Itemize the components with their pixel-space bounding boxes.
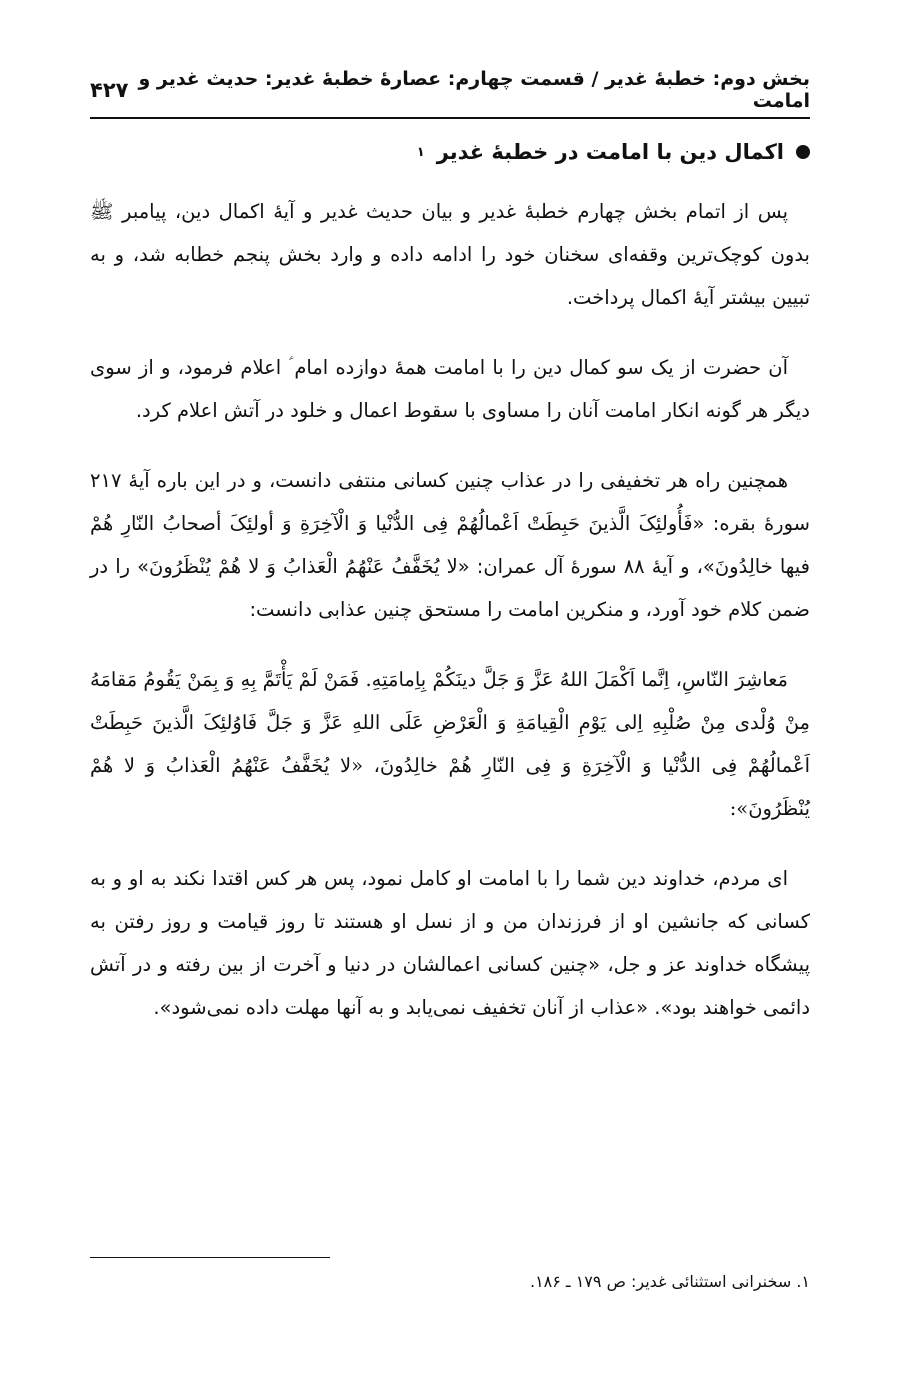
footnote-marker: ۱ <box>416 144 425 160</box>
section-heading <box>90 140 810 164</box>
page-header <box>90 68 810 112</box>
paragraph-3: همچنین راه هر تخفیفی را در عذاب چنین کسانی منتفی دانست، و در این باره آیۀ ۲۱۷ سورۀ بقره: «فَأُولئِکَ الَّذینَ حَبِطَتْ اَعْمالُهُمْ فِی الدُّنْیا وَ الْآخِرَةِ وَ أولئِکَ أصحابُ النّارِ هُمْ فیها خالِدُونَ»، و آیۀ ۸۸ سورۀ آل عمران: «لا یُخَفَّفُ عَنْهُمُ الْعَذابُ وَ لا هُمْ یُنْظَرُونَ» را در ضمن کلام خود آورد، و منکرین امامت را مستحق چنین عذابی دانست: <box>90 469 811 621</box>
footnote-rule <box>90 1257 330 1258</box>
section-title: اکمال دین با امامت در خطبۀ غدیر <box>436 140 784 164</box>
paragraph-2: آن حضرت از یک سو کمال دین را با امامت همۀ دوازده امام ؑ اعلام فرمود، و از سوی دیگر هر گونه انکار امامت آنان را مساوی با سقوط اعمال و خلود در آتش اعلام کرد. <box>90 356 810 422</box>
body-text <box>90 190 810 1056</box>
running-title: بخش دوم: خطبۀ غدیر / قسمت چهارم: عصارۀ خطبۀ غدیر: حدیث غدیر و امامت <box>138 68 810 112</box>
header-rule <box>90 117 810 119</box>
paragraph-1: پس از اتمام بخش چهارم خطبۀ غدیر و بیان حدیث غدیر و آیۀ اکمال دین، پیامبر ﷺ بدون کوچک‌ترین وقفه‌ای سخنان خود را ادامه داده و وارد بخش پنجم خطابه شد، و به تبیین بیشتر آیۀ اکمال پرداخت. <box>90 200 810 309</box>
footnote: ۱. سخنرانی استثنائی غدیر: ص ۱۷۹ ـ ۱۸۶. <box>529 1272 810 1291</box>
page-number: ۴۲۷ <box>90 78 129 102</box>
paragraph-translation: ای مردم، خداوند دین شما را با امامت او کامل نمود، پس هر کس اقتدا نکند به او و به کسانی که جانشین او از فرزندان من و از نسل او هستند تا روز قیامت و روز رفتن به پیشگاه خداوند عز و جل، «چنین کسانی اعمالشان در دنیا و آخرت از بین رفته و در آتش دائمی خواهند بود». «عذاب از آنان تخفیف نمی‌یابد و به آنها مهلت داده نمی‌شود». <box>90 867 810 1019</box>
arabic-quote: مَعاشِرَ النّاسِ، اِنَّما اَکْمَلَ اللهُ عَزَّ وَ جَلَّ دینَکُمْ بِاِمامَتِهِ. فَمَنْ لَمْ یَأْتَمَّ بِهِ وَ بِمَنْ یَقُومُ مَقامَهُ مِنْ وُلْدی مِنْ صُلْبِهِ اِلی یَوْمِ الْقِیامَةِ وَ الْعَرْضِ عَلَی اللهِ عَزَّ وَ جَلَّ فَاوُلئِکَ الَّذینَ حَبِطَتْ اَعْمالُهُمْ فِی الدُّنْیا وَ الْآخِرَةِ وَ فِی النّارِ هُمْ خالِدُونَ، «لا یُخَفَّفُ عَنْهُمُ الْعَذابُ وَ لا هُمْ یُنْظَرُونَ»: <box>90 668 810 820</box>
bullet-icon <box>796 145 810 159</box>
book-page <box>90 0 810 1390</box>
